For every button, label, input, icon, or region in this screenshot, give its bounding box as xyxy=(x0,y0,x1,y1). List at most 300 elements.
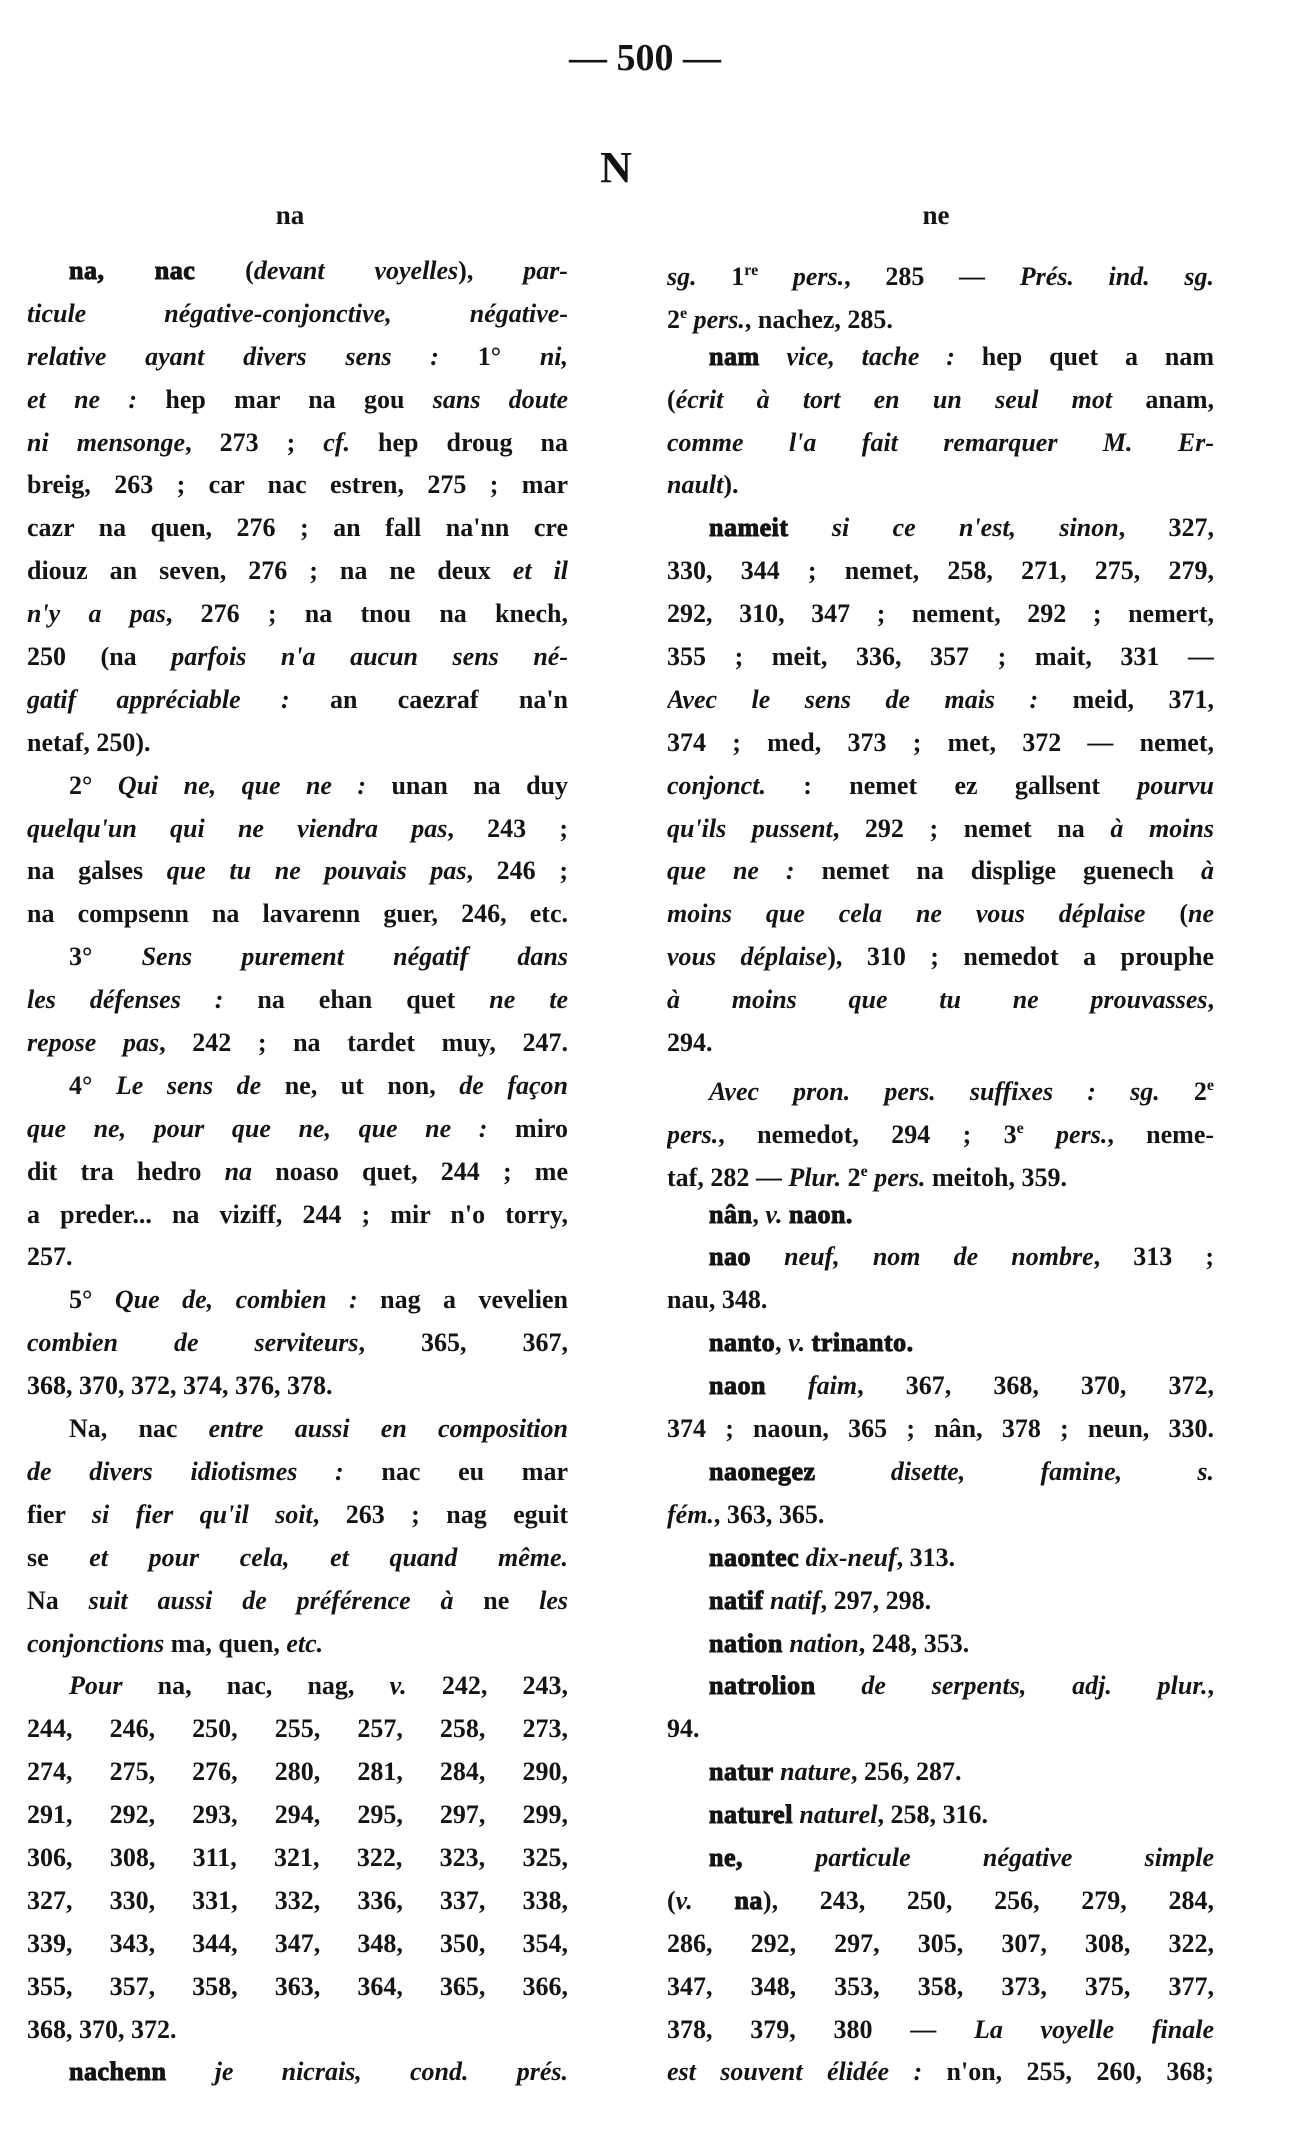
text: meid, 371, xyxy=(1072,684,1214,714)
text-line xyxy=(667,1837,1214,1880)
text-line xyxy=(667,1623,1214,1666)
text-line xyxy=(27,765,568,808)
text: ( xyxy=(1145,899,1188,929)
text-line xyxy=(667,1022,1214,1065)
italic-text: faim xyxy=(808,1371,858,1401)
italic-text: et il xyxy=(512,556,568,586)
superscript: e xyxy=(1016,1119,1024,1137)
text-line xyxy=(667,1408,1214,1451)
text: nag a vevelien xyxy=(380,1285,568,1315)
headword: nao xyxy=(709,1242,751,1272)
text: , 367, 368, 370, 372, xyxy=(857,1371,1214,1401)
italic-text: conjonct. xyxy=(667,770,766,800)
headword: nation xyxy=(709,1628,783,1658)
text: 368, 370, 372. xyxy=(27,2014,177,2044)
italic-text: qu'ils pussent xyxy=(667,813,833,843)
text-line xyxy=(667,893,1214,936)
text-line xyxy=(667,2051,1214,2094)
headword: trinanto. xyxy=(811,1328,914,1358)
text: , xyxy=(1207,1671,1214,1701)
text: 257. xyxy=(27,1242,73,1272)
italic-text: de serpents, adj. plur. xyxy=(861,1671,1208,1701)
text: , 246 ; xyxy=(466,856,568,886)
text: 374 ; naoun, 365 ; nân, 378 ; neun, 330. xyxy=(667,1414,1214,1444)
italic-text: parfois n'a aucun sens né- xyxy=(171,642,568,672)
text: , 256, 287. xyxy=(850,1757,962,1787)
italic-text: que ne : xyxy=(667,856,822,886)
text: hep quet a nam xyxy=(981,341,1214,371)
italic-text: à moins xyxy=(1110,813,1214,843)
text: 355, 357, 358, 363, 364, 365, 366, xyxy=(27,1971,568,2001)
text: diouz an seven, 276 ; na ne deux xyxy=(27,556,513,586)
italic-text: sans doute xyxy=(432,384,568,414)
text-line xyxy=(667,636,1214,679)
text xyxy=(816,1457,891,1486)
text-line xyxy=(667,2009,1214,2052)
italic-text: natif xyxy=(770,1585,821,1615)
italic-text: fém. xyxy=(667,1499,714,1529)
headword: nân xyxy=(709,1199,753,1229)
text-line xyxy=(667,1279,1214,1322)
text-line xyxy=(27,464,568,507)
text: , 292 ; nemet na xyxy=(832,813,1111,843)
text-line xyxy=(27,636,568,679)
text xyxy=(760,342,787,371)
text: ). xyxy=(723,470,739,500)
headword: nachenn xyxy=(69,2057,167,2087)
italic-text: relative ayant divers sens : xyxy=(27,341,478,371)
text: 368, 370, 372, 374, 376, 378. xyxy=(27,1371,333,1401)
text: 291, 292, 293, 294, 295, 297, 299, xyxy=(27,1800,568,1830)
text-line xyxy=(27,1623,568,1666)
text: 294. xyxy=(667,1028,713,1058)
text: , 248, 353. xyxy=(858,1628,970,1658)
italic-text: vice, tache : xyxy=(786,341,982,371)
text: nau, 348. xyxy=(667,1285,768,1315)
text xyxy=(789,513,832,542)
text-line xyxy=(27,1537,568,1580)
text-line xyxy=(27,336,568,379)
italic-text: est souvent élidée : xyxy=(667,2057,947,2087)
text: 250 (na xyxy=(27,642,172,672)
italic-text: Le sens de xyxy=(115,1070,285,1100)
text: se xyxy=(27,1542,90,1572)
italic-text: pers. xyxy=(874,1162,926,1192)
text: , xyxy=(775,1328,789,1358)
italic-text: si fier qu'il soit xyxy=(91,1499,313,1529)
text-line xyxy=(27,1279,568,1322)
italic-text: gatif appréciable : xyxy=(27,684,330,714)
italic-text: etc. xyxy=(286,1628,324,1658)
text-line xyxy=(27,1065,568,1108)
headword: naontec xyxy=(709,1542,800,1572)
text-line xyxy=(27,507,568,550)
text: ne, ut non, xyxy=(284,1070,460,1100)
text xyxy=(816,1671,862,1700)
text-line xyxy=(27,1494,568,1537)
text-line xyxy=(27,293,568,336)
italic-text: v. xyxy=(788,1328,806,1358)
text: 378, 379, 380 — xyxy=(667,2014,974,2044)
italic-text: neuf, nom de nombre xyxy=(784,1242,1094,1272)
page-number: — 500 — xyxy=(569,37,721,79)
headword: naon. xyxy=(789,1199,853,1229)
italic-text: Que de, combien : xyxy=(114,1285,381,1315)
text: unan na duy xyxy=(391,770,568,800)
italic-text: pers. xyxy=(1056,1119,1108,1149)
text: , xyxy=(752,1199,766,1229)
text-line xyxy=(27,1708,568,1751)
text-line xyxy=(667,1923,1214,1966)
italic-text: sg. xyxy=(667,262,697,291)
italic-text: cf. xyxy=(323,427,350,457)
text-line xyxy=(667,1194,1214,1237)
text: 347, 348, 353, 358, 373, 375, 377, xyxy=(667,1971,1214,2001)
italic-text: Qui ne, que ne : xyxy=(117,770,392,800)
headword: naonegez xyxy=(709,1456,816,1486)
text: 5° xyxy=(69,1285,115,1315)
italic-text: suit aussi de préférence à xyxy=(88,1585,484,1615)
text-line xyxy=(667,593,1214,636)
text-line xyxy=(667,1580,1214,1623)
text-line xyxy=(27,1837,568,1880)
text: 2 xyxy=(1159,1076,1207,1106)
italic-text: nature xyxy=(780,1757,851,1787)
text-line xyxy=(27,550,568,593)
italic-text: et pour cela, et quand même. xyxy=(89,1542,568,1572)
text-line xyxy=(27,679,568,722)
text: hep mar na gou xyxy=(165,384,433,414)
text: , 313. xyxy=(896,1542,956,1572)
text-line xyxy=(27,2009,568,2052)
italic-text: que ne, pour que ne, que ne : xyxy=(27,1113,516,1143)
text-line xyxy=(667,1365,1214,1408)
text: 327, 330, 331, 332, 336, 337, 338, xyxy=(27,1885,568,1915)
text-line xyxy=(27,2051,568,2094)
text: 242, 243, xyxy=(406,1671,568,1701)
text xyxy=(751,1242,784,1271)
italic-text: particule négative simple xyxy=(815,1842,1214,1872)
text-line xyxy=(27,250,568,293)
italic-text: ni mensonge xyxy=(27,427,186,457)
text: Na xyxy=(27,1585,89,1615)
text-line xyxy=(27,1580,568,1623)
text-line xyxy=(667,1966,1214,2009)
text: , nemedot, 294 ; 3 xyxy=(718,1119,1017,1149)
headword: nanto xyxy=(709,1328,776,1358)
superscript: re xyxy=(744,262,759,279)
text: fier xyxy=(27,1499,92,1529)
text: dit tra hedro xyxy=(27,1156,225,1186)
text: Na, nac xyxy=(69,1414,209,1444)
italic-text: devant voyelles xyxy=(253,256,459,285)
text: ne xyxy=(483,1585,540,1615)
text: , 273 ; xyxy=(185,427,324,457)
italic-text: disette, famine, s. xyxy=(890,1456,1214,1486)
headword: nam xyxy=(709,341,760,371)
text: meitoh, 359. xyxy=(925,1162,1068,1192)
headword: naturel xyxy=(709,1800,793,1830)
text-line xyxy=(667,679,1214,722)
italic-text: na xyxy=(224,1156,253,1186)
text-line xyxy=(27,1451,568,1494)
italic-text: vous déplaise xyxy=(667,942,828,972)
italic-text: Sens purement négatif dans xyxy=(141,942,568,972)
text: , neme- xyxy=(1107,1119,1214,1149)
text: 1 xyxy=(696,262,745,291)
text-line xyxy=(27,893,568,936)
text: 1° xyxy=(477,341,540,371)
italic-text: à xyxy=(1201,856,1214,886)
text: ( xyxy=(195,256,254,285)
text-line xyxy=(667,1151,1214,1194)
text: ( xyxy=(667,384,676,414)
text-line xyxy=(667,336,1214,379)
headword: natrolion xyxy=(709,1671,816,1701)
text: na, nac, nag, xyxy=(122,1671,390,1701)
text-line xyxy=(27,1365,568,1408)
superscript: e xyxy=(1206,1076,1214,1094)
text-line xyxy=(667,979,1214,1022)
text: nemet na displige guenech xyxy=(821,856,1201,886)
text: , 365, 367, xyxy=(358,1328,568,1358)
text: , 285 — xyxy=(844,262,1020,291)
text: 244, 246, 250, 255, 257, 258, 273, xyxy=(27,1714,568,1744)
text-line xyxy=(667,464,1214,507)
italic-text: Pour xyxy=(69,1671,123,1701)
text-line xyxy=(667,1108,1214,1151)
text-line xyxy=(667,936,1214,979)
text: , 363, 365. xyxy=(713,1499,825,1529)
headword: ne, xyxy=(709,1842,743,1872)
italic-text: ne te xyxy=(489,985,568,1015)
italic-text: combien de serviteurs xyxy=(27,1328,359,1358)
italic-text: comme l'a fait remarquer M. Er- xyxy=(667,427,1214,457)
text-line xyxy=(667,850,1214,893)
text-line xyxy=(667,722,1214,765)
text-line xyxy=(667,1494,1214,1537)
italic-text: les défenses : xyxy=(27,985,258,1015)
text: an caezraf na'n xyxy=(329,684,568,714)
text-line xyxy=(667,1065,1214,1108)
text: , xyxy=(1207,985,1214,1015)
left-column-running-head: na xyxy=(275,200,305,230)
text-line xyxy=(27,979,568,1022)
text: 306, 308, 311, 321, 322, 323, 325, xyxy=(27,1842,568,1872)
text-line xyxy=(27,1151,568,1194)
text-line xyxy=(667,379,1214,422)
text: , 242 ; na tardet muy, 247. xyxy=(159,1028,568,1058)
italic-text: pers. xyxy=(693,304,745,334)
italic-text: de façon xyxy=(459,1070,568,1100)
text: ( xyxy=(667,1885,676,1915)
section-letter: N xyxy=(600,143,632,192)
text xyxy=(1024,1120,1056,1149)
text: 2 xyxy=(667,304,680,334)
text: 3° xyxy=(69,942,142,972)
italic-text: naturel xyxy=(799,1800,878,1830)
text-line xyxy=(27,1794,568,1837)
text: noaso quet, 244 ; me xyxy=(252,1156,568,1186)
text-line xyxy=(27,422,568,465)
text: 339, 343, 344, 347, 348, 350, 354, xyxy=(27,1928,568,1958)
text: 94. xyxy=(667,1714,700,1744)
headword: nameit xyxy=(709,513,789,543)
text-line xyxy=(27,1966,568,2009)
text: 2° xyxy=(69,770,118,800)
text: ), xyxy=(458,256,524,285)
text-line xyxy=(667,250,1214,293)
text: cazr na quen, 276 ; an fall na'nn cre xyxy=(27,513,568,543)
text: , 243 ; xyxy=(447,813,568,843)
text: 355 ; meit, 336, 357 ; mait, 331 — xyxy=(667,642,1214,672)
italic-text: Plur. xyxy=(788,1162,842,1192)
text-line xyxy=(667,1708,1214,1751)
superscript: e xyxy=(860,1162,868,1180)
text-line xyxy=(27,1322,568,1365)
italic-text: v. xyxy=(765,1199,783,1229)
headword: naon xyxy=(709,1371,766,1401)
text: a preder... na viziff, 244 ; mir n'o torry, xyxy=(27,1199,568,1229)
text: netaf, 250). xyxy=(27,727,151,757)
italic-text: je nicrais, cond. prés. xyxy=(214,2057,568,2087)
italic-text: Avec pron. pers. suffixes : sg. xyxy=(709,1076,1160,1106)
italic-text: et ne : xyxy=(27,384,166,414)
italic-text: écrit à tort en un seul mot xyxy=(675,384,1113,414)
text: 286, 292, 297, 305, 307, 308, 322, xyxy=(667,1928,1214,1958)
text: , 327, xyxy=(1118,513,1214,543)
italic-text: de divers idiotismes : xyxy=(27,1456,382,1486)
italic-text: entre aussi en composition xyxy=(208,1414,568,1444)
italic-text: ne xyxy=(1188,899,1214,929)
text-line xyxy=(27,722,568,765)
italic-text: nault xyxy=(667,470,724,500)
text: na ehan quet xyxy=(257,985,490,1015)
text: , 263 ; nag eguit xyxy=(312,1499,568,1529)
text: taf, 282 — xyxy=(667,1162,789,1192)
text-line xyxy=(27,936,568,979)
superscript: e xyxy=(680,304,688,322)
italic-text: n'y a pas xyxy=(27,599,166,629)
italic-text: repose pas xyxy=(27,1028,160,1058)
text: ), 243, 250, 256, 279, 284, xyxy=(762,1885,1214,1915)
text-line xyxy=(667,1537,1214,1580)
text: nac eu mar xyxy=(381,1456,568,1486)
italic-text: moins que cela ne vous déplaise xyxy=(667,899,1146,929)
text xyxy=(693,1886,735,1915)
text: n'on, 255, 260, 368; xyxy=(946,2057,1214,2087)
text-line xyxy=(27,1108,568,1151)
italic-text: si ce n'est, sinon xyxy=(831,513,1119,543)
text-line xyxy=(27,808,568,851)
text-line xyxy=(667,293,1214,336)
italic-text: La voyelle finale xyxy=(973,2014,1214,2044)
text-line xyxy=(667,1880,1214,1923)
italic-text: Prés. ind. sg. xyxy=(1019,262,1214,291)
text xyxy=(743,1843,815,1872)
text-line xyxy=(27,1408,568,1451)
headword: natif xyxy=(709,1585,764,1615)
italic-text: quelqu'un qui ne viendra pas xyxy=(27,813,448,843)
text-line xyxy=(667,1322,1214,1365)
text-line xyxy=(27,850,568,893)
italic-text: Avec le sens de mais : xyxy=(667,684,1073,714)
headword: na, nac xyxy=(69,256,196,285)
text xyxy=(766,1371,808,1400)
text-line xyxy=(667,507,1214,550)
text-line xyxy=(667,808,1214,851)
italic-text: par- xyxy=(523,256,568,285)
italic-text: à moins que tu ne prouvasses xyxy=(667,985,1208,1015)
text: anam, xyxy=(1112,384,1214,414)
italic-text: pourvu xyxy=(1137,770,1214,800)
text: breig, 263 ; car nac estren, 275 ; mar xyxy=(27,470,568,500)
text: 292, 310, 347 ; nement, 292 ; nemert, xyxy=(667,599,1214,629)
italic-text: v. xyxy=(675,1885,693,1915)
text: ma, quen, xyxy=(164,1628,287,1658)
text: ), 310 ; nemedot a prouphe xyxy=(827,942,1214,972)
italic-text: v. xyxy=(389,1671,407,1701)
text-line xyxy=(27,593,568,636)
text: 2 xyxy=(841,1162,861,1192)
text: na compsenn na lavarenn guer, 246, etc. xyxy=(27,899,568,929)
text-line xyxy=(27,1923,568,1966)
italic-text: pers. xyxy=(792,262,845,291)
italic-text: ticule négative-conjonctive, négative- xyxy=(27,298,568,328)
text: hep droug na xyxy=(350,427,568,457)
italic-text: pers. xyxy=(667,1119,719,1149)
text: 4° xyxy=(69,1070,116,1100)
text-line xyxy=(667,765,1214,808)
text: 330, 344 ; nemet, 258, 271, 275, 279, xyxy=(667,556,1214,586)
text-line xyxy=(27,1194,568,1237)
text-line xyxy=(667,422,1214,465)
text: miro xyxy=(515,1113,568,1143)
text-line xyxy=(667,1794,1214,1837)
text-line xyxy=(27,1236,568,1279)
text-line xyxy=(667,1451,1214,1494)
right-column-running-head: ne xyxy=(922,200,950,230)
text: na galses xyxy=(27,856,167,886)
italic-text: les xyxy=(539,1585,568,1615)
text-line xyxy=(667,1236,1214,1279)
text-line xyxy=(667,550,1214,593)
text: , nachez, 285. xyxy=(744,304,893,334)
italic-text: dix-neuf xyxy=(805,1542,897,1572)
text: , 313 ; xyxy=(1093,1242,1214,1272)
text: 374 ; med, 373 ; met, 372 — nemet, xyxy=(667,727,1214,757)
text: , 258, 316. xyxy=(877,1800,988,1830)
text: 274, 275, 276, 280, 281, 284, 290, xyxy=(27,1757,568,1787)
text-line xyxy=(27,1022,568,1065)
text-line xyxy=(667,1665,1214,1708)
right-column xyxy=(667,250,1214,2094)
headword: natur xyxy=(709,1757,774,1787)
italic-text: conjonctions xyxy=(27,1628,165,1658)
text-line xyxy=(27,1880,568,1923)
text xyxy=(166,2057,214,2086)
text-line xyxy=(27,1751,568,1794)
text xyxy=(758,262,793,291)
text: , 276 ; na tnou na knech, xyxy=(165,599,568,629)
text: : nemet ez gallsent xyxy=(765,770,1138,800)
text-line xyxy=(27,1665,568,1708)
italic-text: ni, xyxy=(539,341,568,371)
text-line xyxy=(667,1751,1214,1794)
italic-text: nation xyxy=(789,1628,859,1658)
italic-text: que tu ne pouvais pas xyxy=(166,856,467,886)
text: , 297, 298. xyxy=(820,1585,932,1615)
